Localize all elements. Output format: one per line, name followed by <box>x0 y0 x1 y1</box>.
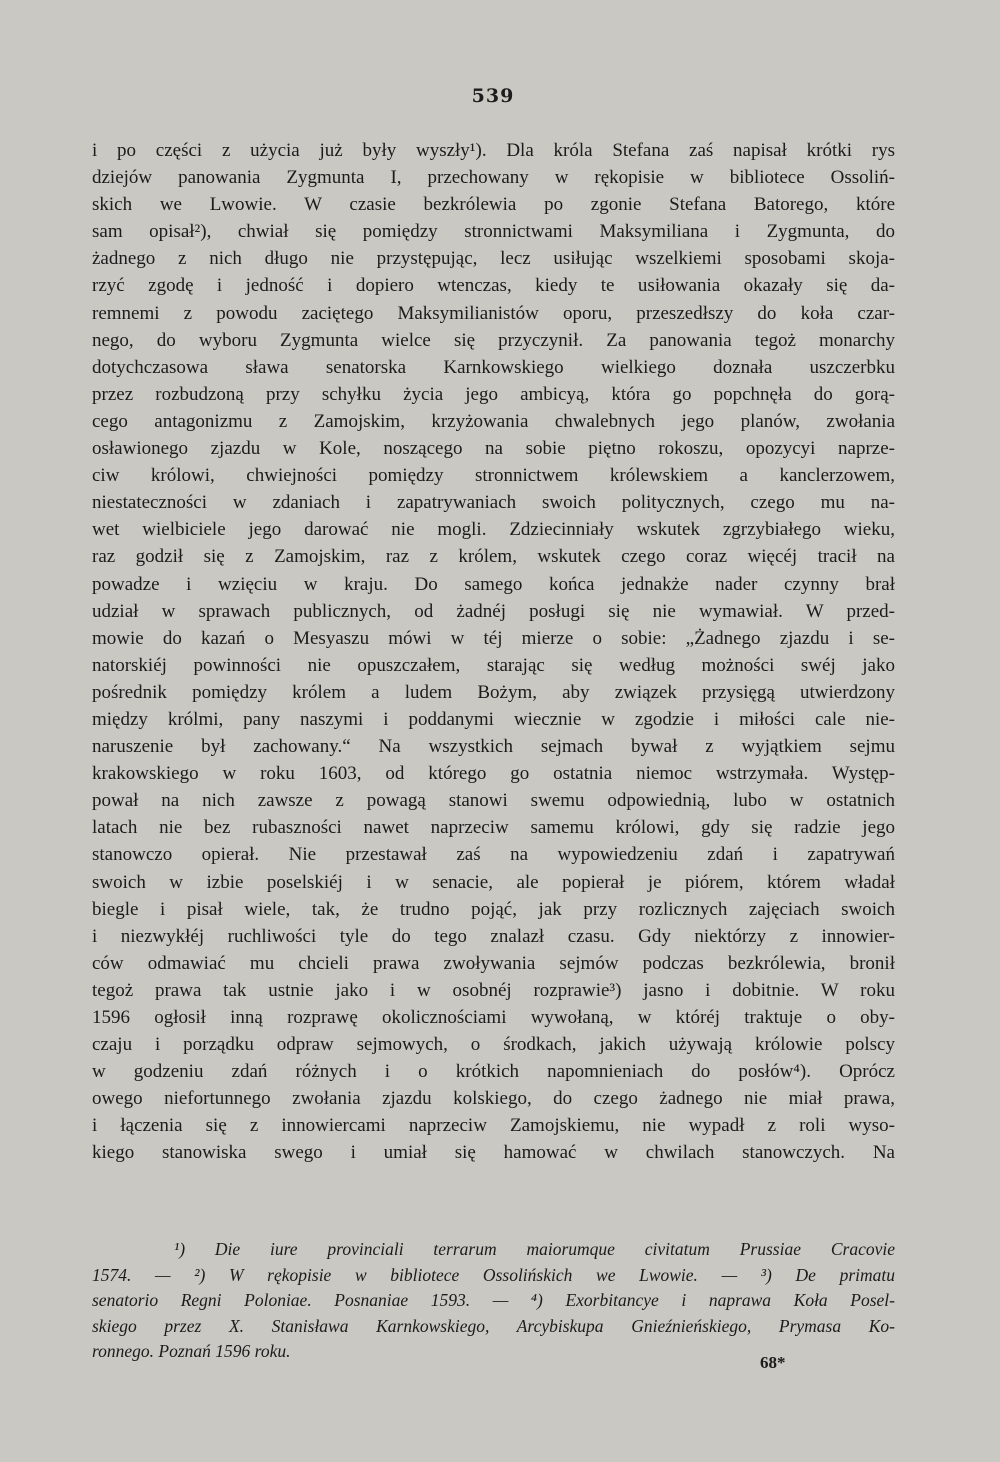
text-line: krakowskiego w roku 1603, od którego go ostatnia niemoc wstrzymała. Występ- <box>92 763 895 785</box>
footnote-line: senatorio Regni Poloniae. Posnaniae 1593. — ⁴) Exorbitancye i naprawa Koła Posel- <box>92 1290 895 1310</box>
text-line: rzyć zgodę i jedność i dopiero wtenczas, kiedy te usiłowania okazały się da- <box>92 275 895 297</box>
text-line: między królmi, pany naszymi i poddanymi wiecznie w zgodzie i miłości cale nie- <box>92 708 895 730</box>
text-line: 1596 ogłosił inną rozprawę okolicznościami wywołaną, w któréj traktuje o oby- <box>92 1007 895 1028</box>
text-line: stanowczo opierał. Nie przestawał zaś na wypowiedzeniu zdań i zapatrywań <box>92 844 895 866</box>
text-line: powadze i wzięciu w kraju. Do samego końca jednakże nader czynny brał <box>92 573 895 595</box>
footnotes <box>92 1237 895 1365</box>
footnote-line: ¹) Die iure provinciali terrarum maiorumque civitatum Prussiae Cracovie <box>174 1239 895 1259</box>
body-text <box>92 137 895 1167</box>
text-line: raz godził się z Zamojskim, raz z królem, wskutek czego coraz więcéj tracił na <box>92 546 895 568</box>
text-line: przez rozbudzoną przy schyłku życia jego ambicyą, która go popchnęła do gorą- <box>92 383 895 405</box>
text-line: swoich w izbie poselskiéj i w senacie, ale popierał je piórem, którem władał <box>92 871 895 893</box>
text-line: pował na nich zawsze z powagą stanowi swemu odpowiednią, lubo w ostatnich <box>92 790 895 812</box>
text-line: osławionego zjazdu w Kole, noszącego na sobie piętno rokoszu, opozycyi naprze- <box>92 438 895 460</box>
text-line: latach nie bez rubaszności nawet naprzeciw samemu królowi, gdy się radzie jego <box>92 817 895 839</box>
text-line: natorskiéj powinności nie opuszczałem, starając się według możności swéj jako <box>92 654 895 676</box>
text-line: mowie do kazań o Mesyaszu mówi w téj mierze o sobie: „Żadnego zjazdu i se- <box>92 627 895 649</box>
text-line: i niezwykłéj ruchliwości tyle do tego znalazł czasu. Gdy niektórzy z innowier- <box>92 925 895 947</box>
text-line: i po części z użycia już były wyszły¹). Dla króla Stefana zaś napisał krótki rys <box>92 140 895 161</box>
text-line: czaju i porządku odpraw sejmowych, o środkach, jakich używają królowie polscy <box>92 1034 895 1056</box>
text-line: niestateczności w zdaniach i zapatrywaniach swoich politycznych, czego mu na- <box>92 492 895 514</box>
text-line: pośrednik pomiędzy królem a ludem Bożym, aby związek przysięgą utwierdzony <box>92 681 895 703</box>
text-line: skich we Lwowie. W czasie bezkrólewia po zgonie Stefana Batorego, które <box>92 194 895 216</box>
footnote-line: ronnego. Poznań 1596 roku. <box>92 1341 291 1361</box>
text-line: dziejów panowania Zygmunta I, przechowany w rękopisie w bibliotece Ossoliń- <box>92 167 895 189</box>
printer-signature-mark: 68* <box>760 1353 786 1372</box>
text-line: cego antagonizmu z Zamojskim, krzyżowania chwalebnych jego planów, zwołania <box>92 410 895 432</box>
text-line: sam opisał²), chwiał się pomiędzy stronnictwami Maksymiliana i Zygmunta, do <box>92 221 895 243</box>
footnote-line: 1574. — ²) W rękopisie w bibliotece Ossolińskich we Lwowie. — ³) De primatu <box>92 1264 895 1285</box>
text-line: ców odmawiać mu chcieli prawa zwoływania sejmów podczas bezkrólewia, bronił <box>92 952 895 974</box>
text-line: udział w sprawach publicznych, od żadnéj posługi się nie wymawiał. W przed- <box>92 600 895 622</box>
text-line: tegoż prawa tak ustnie jako i w osobnéj rozprawie³) jasno i dobitnie. W roku <box>92 979 895 1001</box>
text-line: i łączenia się z innowiercami naprzeciw Zamojskiemu, nie wypadł z roli wyso- <box>92 1115 895 1137</box>
text-line: remnemi z powodu zaciętego Maksymilianistów oporu, przeszedłszy do koła czar- <box>92 302 895 324</box>
page-number: 539 <box>471 85 515 107</box>
text-line: w godzeniu zdań różnych i o krótkich napomnieniach do posłów⁴). Oprócz <box>92 1061 895 1083</box>
text-line: naruszenie był zachowany.“ Na wszystkich sejmach bywał z wyjątkiem sejmu <box>92 736 895 758</box>
text-line: wet wielbiciele jego darować nie mogli. Zdziecinniały wskutek zgrzybiałego wieku, <box>92 519 895 541</box>
text-line: ciw królowi, chwiejności pomiędzy stronnictwem królewskiem a kanclerzowem, <box>92 465 895 487</box>
text-line: dotychczasowa sława senatorska Karnkowskiego wielkiego doznała uszczerbku <box>92 356 895 378</box>
text-line: biegle i pisał wiele, tak, że trudno pojąć, jak przy rozlicznych zajęciach swoich <box>92 898 895 920</box>
footnote-line: skiego przez X. Stanisława Karnkowskiego, Arcybiskupa Gnieźnieńskiego, Prymasa Ko- <box>92 1315 895 1336</box>
text-line: nego, do wyboru Zygmunta wielce się przyczynił. Za panowania tegoż monarchy <box>92 329 895 351</box>
text-line: owego niefortunnego zwołania zjazdu kolskiego, do czego żadnego nie miał prawa, <box>92 1088 895 1110</box>
text-line: żadnego z nich długo nie przystępując, lecz usiłując wszelkiemi sposobami skoja- <box>92 248 895 270</box>
text-line: kiego stanowiska swego i umiał się hamować w chwilach stanowczych. Na <box>92 1142 895 1164</box>
